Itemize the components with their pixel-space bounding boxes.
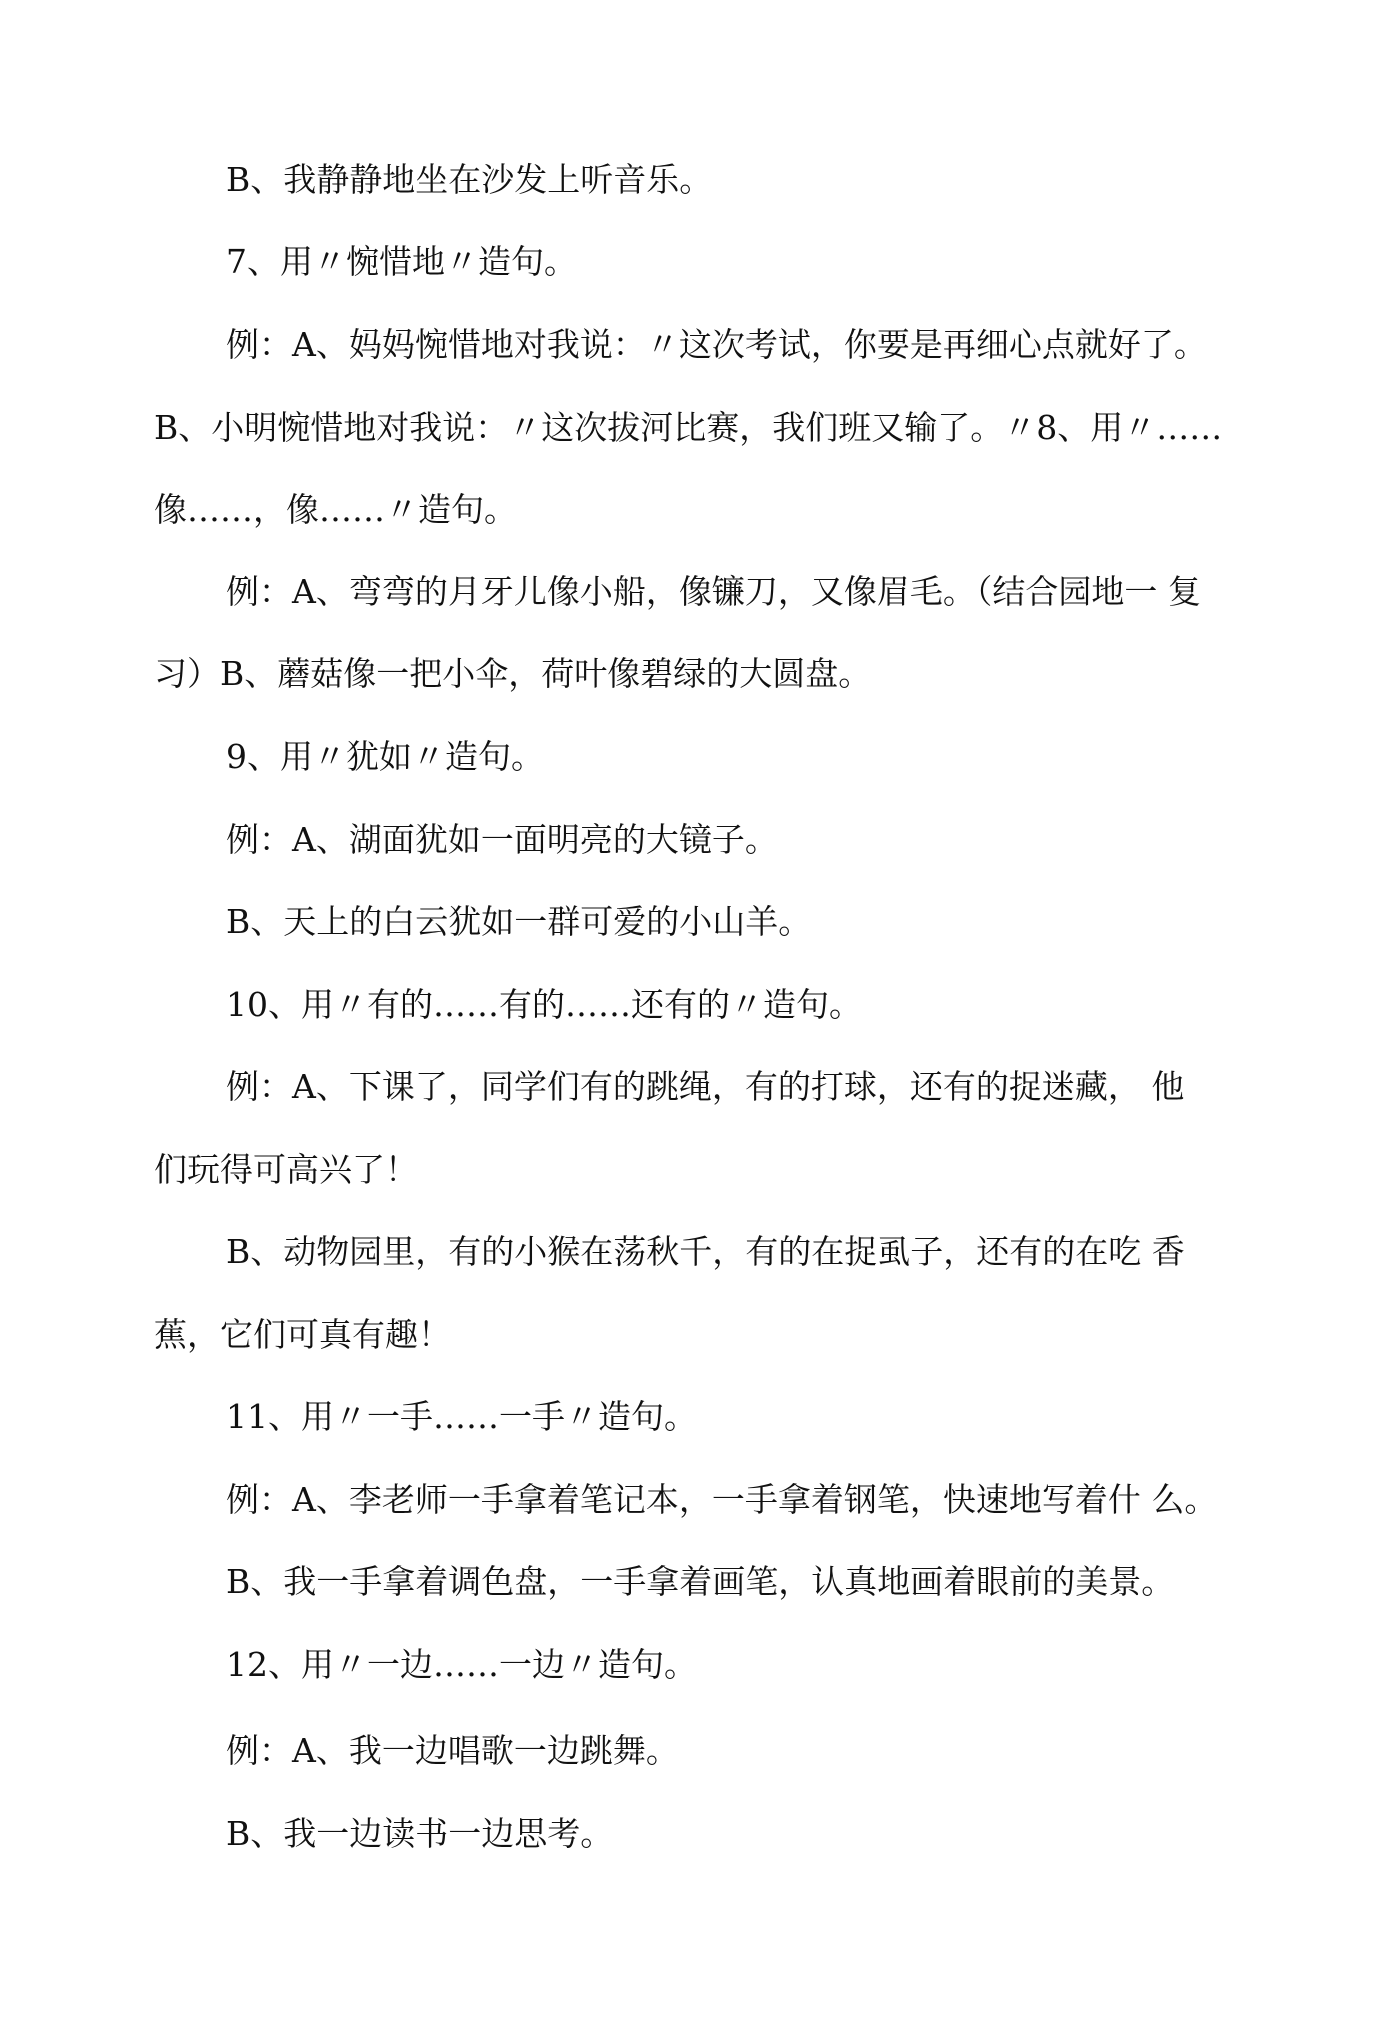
text-line: 12、用〃一边……一边〃造句。 [226, 1645, 697, 1684]
text-line: 例：A、弯弯的月牙儿像小船，像镰刀，又像眉毛。（结合园地一 复 [226, 572, 1201, 611]
text-line: B、我静静地坐在沙发上听音乐。 [226, 160, 713, 199]
text-line: B、天上的白云犹如一群可爱的小山羊。 [226, 902, 812, 941]
text-line: 们玩得可高兴了！ [154, 1150, 418, 1189]
text-line: 10、用〃有的……有的……还有的〃造句。 [226, 985, 862, 1024]
text-line: 例：A、妈妈惋惜地对我说：〃这次考试，你要是再细心点就好了。 [226, 325, 1207, 364]
text-line: 例：A、李老师一手拿着笔记本，一手拿着钢笔，快速地写着什 么。 [226, 1480, 1218, 1519]
text-line: B、我一手拿着调色盘，一手拿着画笔，认真地画着眼前的美景。 [226, 1562, 1175, 1601]
text-line: 9、用〃犹如〃造句。 [226, 737, 544, 776]
text-line: 像……，像……〃造句。 [154, 490, 517, 529]
text-line: 例：A、湖面犹如一面明亮的大镜子。 [226, 820, 778, 859]
text-line: 例：A、下课了，同学们有的跳绳，有的打球，还有的捉迷藏， 他 [226, 1067, 1185, 1106]
text-line: B、动物园里，有的小猴在荡秋千，有的在捉虱子，还有的在吃 香 [226, 1232, 1185, 1271]
text-line: 11、用〃一手……一手〃造句。 [226, 1397, 697, 1436]
text-line: B、我一边读书一边思考。 [226, 1814, 614, 1853]
text-line: B、小明惋惜地对我说：〃这次拔河比赛，我们班又输了。〃8、用〃…… [154, 408, 1223, 447]
text-line: 7、用〃惋惜地〃造句。 [226, 242, 577, 281]
text-line: 习）B、蘑菇像一把小伞，荷叶像碧绿的大圆盘。 [154, 654, 872, 693]
text-line: 例：A、我一边唱歌一边跳舞。 [226, 1731, 679, 1770]
text-line: 蕉，它们可真有趣！ [154, 1315, 451, 1354]
